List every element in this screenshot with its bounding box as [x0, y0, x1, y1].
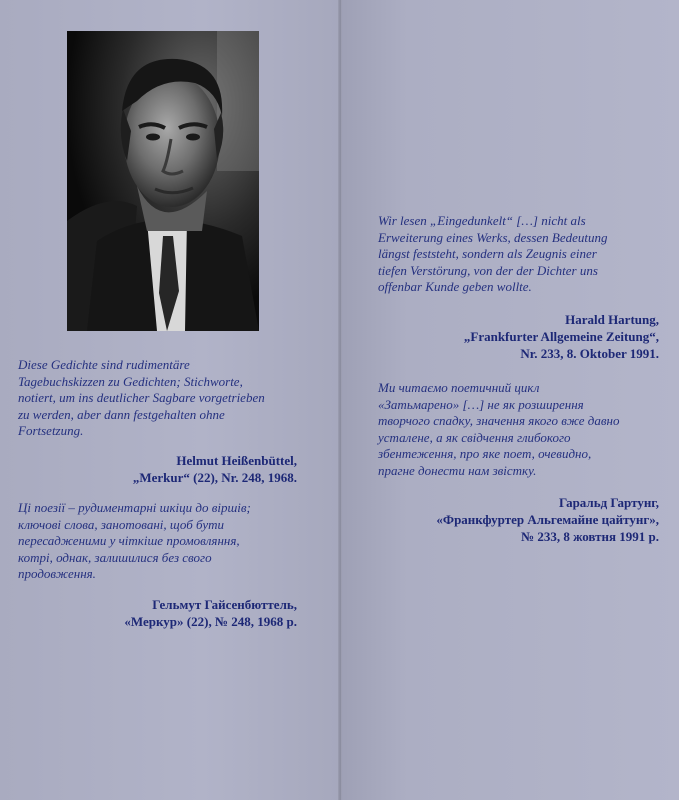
- attribution-author: Гельмут Гайсенбюттель,: [152, 597, 297, 612]
- quote-line: творчого спадку, значення якого вже давно: [378, 413, 620, 428]
- attribution-source: «Меркур» (22), № 248, 1968 р.: [124, 614, 297, 629]
- quote-line: ключові слова, занотовані, щоб бути: [18, 516, 225, 532]
- quote-line: Ми читаємо поетичний цикл: [378, 380, 540, 395]
- quote-line: Diese Gedichte sind rudimentäre: [18, 357, 190, 372]
- quote-line: offenbar Kunde geben wollte.: [378, 279, 532, 294]
- quote-line: zu werden, aber dann festgehalten ohne: [18, 406, 225, 422]
- quote-line: längst feststeht, sondern als Zeugnis einer: [378, 246, 597, 261]
- quote-heissenbuettel-uk: [18, 500, 318, 583]
- quote-line: усталене, а як свідчення глибокого: [378, 429, 571, 445]
- quote-line: «Затьмарено» […] не як розширення: [378, 396, 584, 412]
- attribution-hartung-uk: [378, 494, 659, 545]
- quote-line: пересадженими у чіткіше промовляння,: [18, 533, 240, 548]
- quote-line: tiefen Verstörung, von der der Dichter uns: [378, 262, 598, 278]
- quote-line: Tagebuchskizzen zu Gedichten; Stichworte,: [18, 373, 243, 389]
- attribution-heissenbuettel-uk: [18, 596, 297, 630]
- quote-hartung-de: [378, 213, 668, 296]
- attribution-heissenbuettel-de: [18, 452, 297, 486]
- attribution-source: „Merkur“ (22), Nr. 248, 1968.: [132, 470, 297, 485]
- quote-line: збентеження, про яке поет, очевидно,: [378, 446, 592, 461]
- attribution-issue: № 233, 8 жовтня 1991 р.: [521, 529, 659, 544]
- quote-hartung-uk: [378, 380, 668, 479]
- quote-line: продовження.: [18, 566, 96, 581]
- quote-heissenbuettel-de: [18, 357, 318, 440]
- attribution-hartung-de: [378, 311, 659, 362]
- attribution-source: «Франкфуртер Альгемайне цайтунг»,: [436, 512, 659, 527]
- portrait-illustration: [67, 31, 259, 331]
- attribution-issue: Nr. 233, 8. Oktober 1991.: [520, 346, 659, 361]
- quote-line: notiert, um ins deutlicher Sagbare vorgetrieben: [18, 390, 265, 405]
- quote-line: Erweiterung eines Werks, dessen Bedeutung: [378, 229, 608, 245]
- quote-line: Fortsetzung.: [18, 423, 84, 438]
- quote-line: Wir lesen „Eingedunkelt“ […] nicht als: [378, 213, 586, 228]
- quote-line: котрі, однак, залишилися без свого: [18, 549, 212, 565]
- attribution-source: „Frankfurter Allgemeine Zeitung“,: [463, 329, 659, 344]
- attribution-author: Гаральд Гартунг,: [558, 495, 659, 510]
- attribution-author: Helmut Heißenbüttel,: [176, 453, 297, 468]
- quote-line: Ці поезії – рудиментарні шкіци до віршів;: [18, 500, 251, 515]
- page-fold: [338, 0, 342, 800]
- attribution-author: Harald Hartung,: [565, 312, 659, 327]
- quote-line: прагне донести нам звістку.: [378, 462, 537, 478]
- author-portrait-photo: [67, 31, 259, 331]
